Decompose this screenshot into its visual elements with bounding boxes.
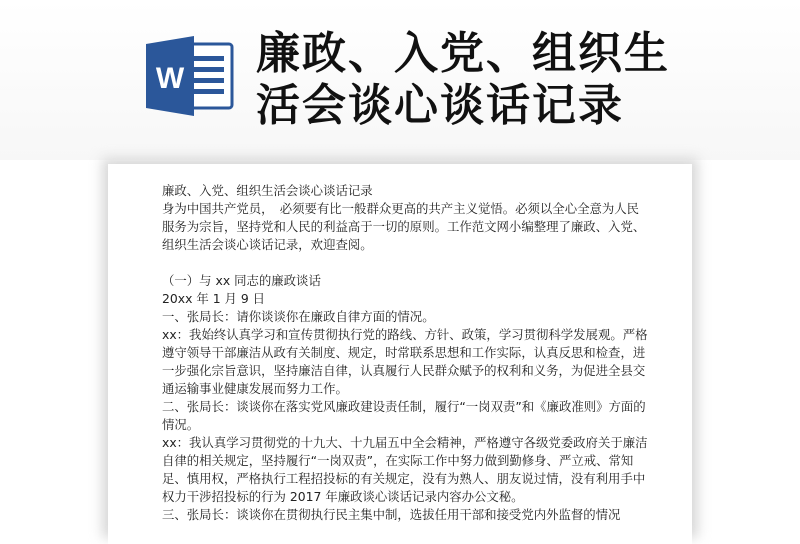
header-banner [0,0,800,160]
document-body [162,182,648,524]
document-intro: 身为中国共产党员， 必须要有比一般群众更高的共产主义觉悟。必须以全心全意为人民服务为宗旨，坚持党和人民的利益高于一切的原则。工作范文网小编整理了廉政、入党、组织生活会谈心谈话记录，欢迎查阅。 [162,201,646,252]
question-2: 二、张局长：谈谈你在落实党风廉政建设责任制，履行“一岗双责”和《廉政准则》方面的情况。 [162,399,646,432]
document-title: 廉政、入党、组织生活会谈心谈话记录 [162,183,373,198]
section-heading: （一）与 xx 同志的廉政谈话 [162,273,321,288]
banner-title [256,28,776,132]
word-icon [144,36,236,116]
paragraph-gap [162,254,648,272]
answer-1: xx：我始终认真学习和宣传贯彻执行党的路线、方针、政策，学习贯彻科学发展观。严格遵守领导干部廉洁从政有关制度、规定，时常联系思想和工作实际，认真反思和检查，进一步强化宗旨意识，坚持廉洁自律，认真履行人民群众赋予的权利和义务，为促进全县交通运输事业健康发展而努力工作。 [162,327,648,396]
question-1: 一、张局长：请你谈谈你在廉政自律方面的情况。 [162,309,435,324]
banner-title-line2: 活会谈心谈话记录 [256,80,624,131]
banner-title-line1: 廉政、入党、组织生 [256,28,670,79]
document-date: 20xx 年 1 月 9 日 [162,291,266,306]
answer-2: xx：我认真学习贯彻党的十九大、十九届五中全会精神，严格遵守各级党委政府关于廉洁自律的相关规定，坚持履行“一岗双责”，在实际工作中努力做到勤修身、严立戒、常知足、慎用权，严格执行工程招投标的有关规定，没有为熟人、朋友说过情，没有利用手中权力干涉招投标的行为 2017 年廉政谈心谈话记录内容办公文秘。 [162,435,648,504]
question-3: 三、张局长：谈谈你在贯彻执行民主集中制，选拔任用干部和接受党内外监督的情况 [162,507,621,522]
word-icon-letter: W [155,62,185,95]
document-page [108,164,692,544]
